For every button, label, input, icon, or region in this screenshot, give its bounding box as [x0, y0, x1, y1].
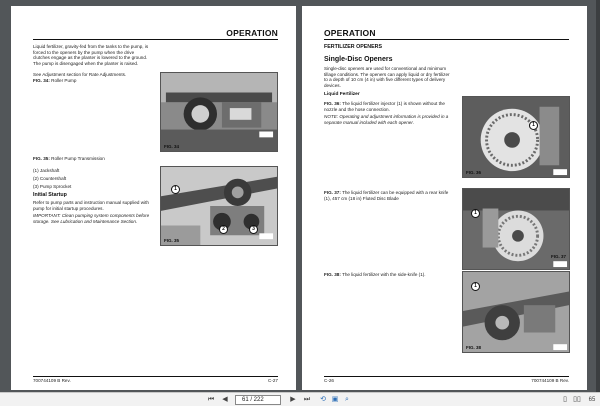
fig34-caption: FIG. 34: Roller Pump [33, 78, 77, 83]
page-header: OPERATION [33, 26, 278, 40]
viewer-toolbar [0, 392, 600, 406]
last-page-icon[interactable]: ⏭ [303, 396, 311, 403]
rotate-icon[interactable]: ⟲ [320, 396, 326, 403]
fig36-caption: FIG. 36: The liquid fertilizer injector (1) is shown without the nozzle and the hose connection. [324, 101, 445, 112]
startup-paragraph: Refer to pump parts and instruction manual supplied with pump for initial startup procedures. [33, 200, 149, 211]
page-header: OPERATION [324, 26, 569, 40]
page-number-input[interactable]: 61 / 222 [235, 395, 281, 405]
dual-page-view-icon[interactable]: ▯▯ [573, 396, 581, 403]
callout-1: 1 [471, 209, 480, 218]
fig35-image: 1 2 3 FIG. 35 [160, 166, 278, 246]
callout-2: 2 [219, 225, 228, 234]
fig38-caption: FIG. 38: The liquid fertilizer with the side-knife (1). [324, 272, 426, 277]
intro-paragraph: Liquid fertilizer, gravity-fed from the tanks to the pump, is forced to the openers by the pump when the drive clutches engage as the planter is lowered to the ground. The pump is disengaged when the planter is raised. [33, 44, 149, 66]
fig37-caption: FIG. 37: The liquid fertilizer can be equipped with a rear knife (1), 457 cm (18 in) Fluted Disc Blade [324, 190, 449, 201]
page-footer: C-26 700744109 B Rev. [324, 378, 569, 383]
adjustment-note: See Adjustment section for Rate Adjustments. [33, 72, 127, 77]
single-page-view-icon[interactable]: ▯ [563, 396, 567, 403]
page-footer: 700744109 B Rev. C-27 [33, 378, 278, 383]
section-heading: FERTILIZER OPENERS [324, 44, 382, 50]
fig35-list-2: (2) Countershaft [33, 176, 67, 181]
fig34-image: FIG. 34 [160, 72, 278, 152]
callout-1: 1 [529, 121, 538, 130]
liquid-fertilizer-heading: Liquid Fertilizer [324, 92, 360, 97]
single-disc-paragraph: Single-disc openers are used for conventional and minimum tillage conditions. The openers can apply liquid or dry fertilizer to a depth of 10 cm (4 in) with five different types of delivery devices. [324, 66, 450, 88]
fit-page-icon[interactable]: ▣ [331, 396, 339, 403]
subheading: Single-Disc Openers [324, 56, 393, 63]
search-icon[interactable]: ⌕ [345, 396, 349, 403]
first-page-icon[interactable]: ⏮ [207, 396, 215, 403]
fig38-image: 1 FIG. 38 [462, 271, 570, 353]
page-c26 [302, 6, 587, 390]
callout-3: 3 [249, 225, 258, 234]
note: NOTE: Operating and adjustment information is provided in a separate manual included with each opener. [324, 114, 449, 125]
fig35-caption: FIG. 35: Roller Pump Transmission [33, 156, 105, 161]
zoom-level[interactable]: 65 [588, 397, 596, 403]
vertical-scrollbar[interactable] [596, 0, 600, 392]
prev-page-icon[interactable]: ◀ [222, 396, 228, 403]
fig36-image: 1 FIG. 36 [462, 96, 570, 178]
fig35-list-1: (1) Jackshaft [33, 168, 60, 173]
callout-1: 1 [171, 185, 180, 194]
fig37-image: 1 FIG. 37 [462, 188, 570, 270]
page-c27 [11, 6, 296, 390]
important-note: IMPORTANT: Clean pumping system components before storage. See Lubrication and Maintenance Section. [33, 213, 150, 224]
next-page-icon[interactable]: ▶ [290, 396, 296, 403]
initial-startup-heading: Initial Startup [33, 192, 67, 198]
callout-1: 1 [471, 282, 480, 291]
fig35-list-3: (3) Pump Sprocket [33, 184, 72, 189]
